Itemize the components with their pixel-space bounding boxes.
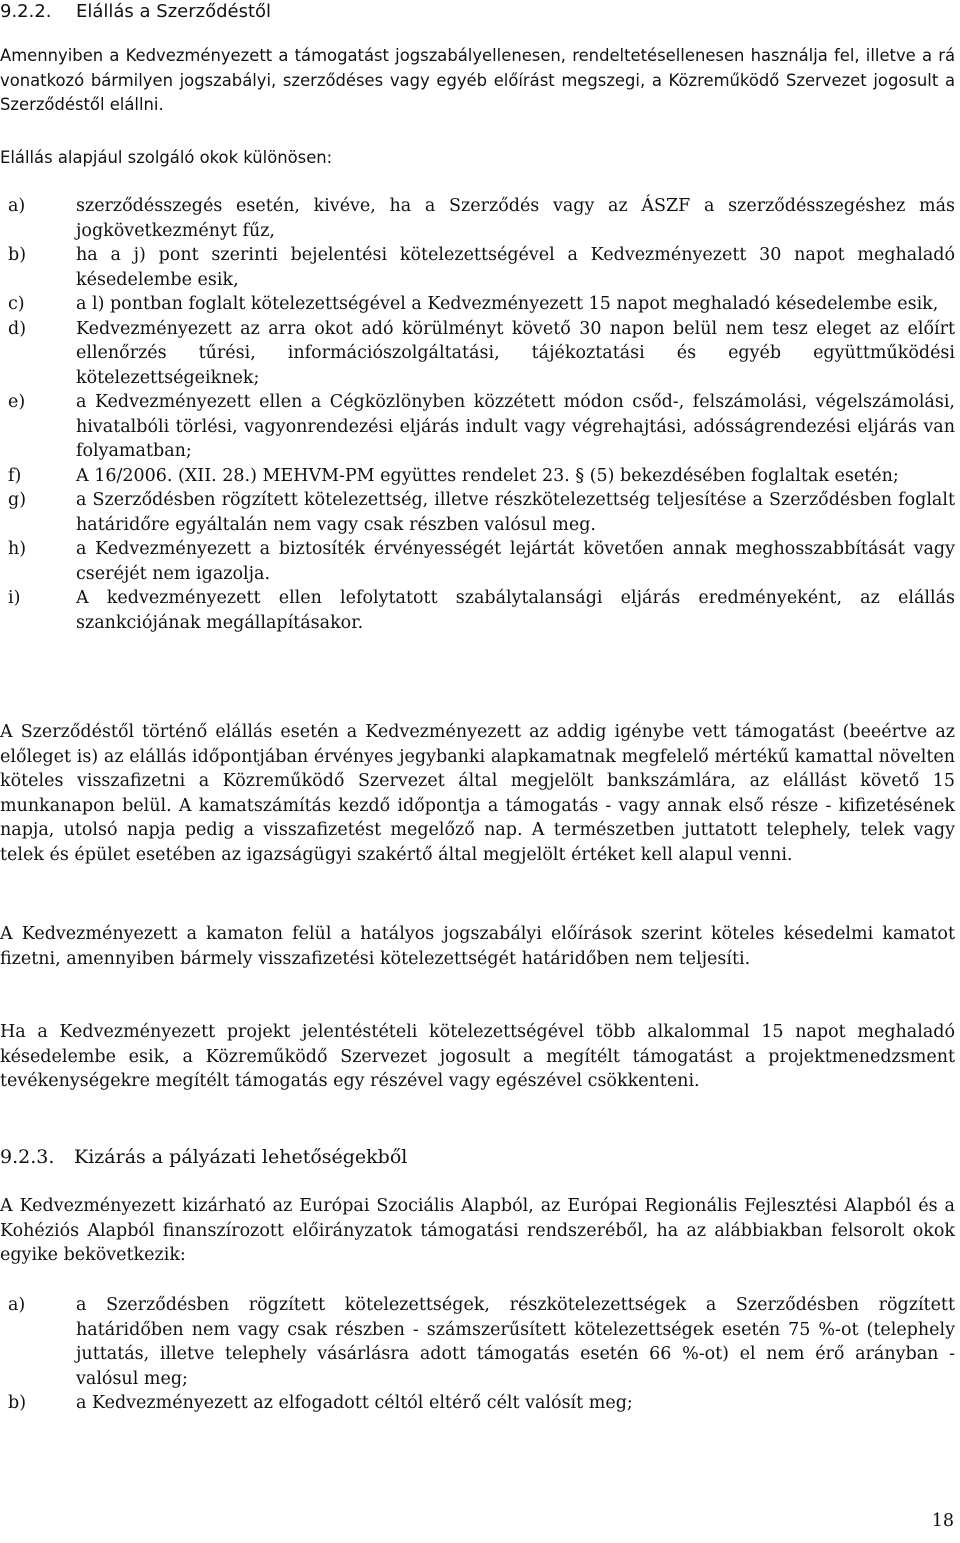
- intro-paragraph: Amennyiben a Kedvezményezett a támogatást jogszabályellenesen, rendeltetésellenesen használja fel, illetve a rá vonatkozó bármilyen jogszabályi, szerződéses vagy egyéb előírást megszegi, a Közreműködő Szervezet jogosult a Szerződéstől elállni.: [0, 46, 955, 114]
- list-item-label: g): [8, 490, 27, 510]
- list-item: [0, 292, 955, 317]
- repayment-paragraph: A Szerződéstől történő elállás esetén a Kedvezményezett az addig igénybe vett támogatást (beeértve az előleget is) az elállás időpontjában érvényes jegybanki alapkamatnak megfelelő mértékű kamattal növelten köteles visszafizetni a Közreműködő Szervezet által megjelölt bankszámlára, az elállást követő 15 munkanapon belül. A kamatszámítás kezdő időpontja a támogatás - vagy annak első része - kifizetésének napja, utolsó napja pedig a visszafizetést megelőző nap. A természetben juttatott telephely, telek vagy telek és épület esetében az igazságügyi szakértő által megjelölt értéket kell alapul venni.: [0, 722, 955, 865]
- reduction-paragraph: Ha a Kedvezményezett projekt jelentéstételi kötelezettségével több alkalommal 15 napot meghaladó késedelembe esik, a Közreműködő Szervezet jogosult a megítélt támogatást a projektmenedzsment tevékenységekre megítélt támogatás egy részével vagy egészével csökkenteni.: [0, 1022, 955, 1091]
- list-item-text: A kedvezményezett ellen lefolytatott szabálytalansági eljárás eredményeként, az elállás szankciójának megállapításakor.: [76, 588, 955, 633]
- list-item-text: ha a j) pont szerinti bejelentési kötelezettségével a Kedvezményezett 30 napot meghaladó késedelembe esik,: [76, 245, 955, 290]
- list-item-label: f): [8, 465, 22, 486]
- section-number: 9.2.2.: [0, 1, 52, 22]
- section-heading-9-2-3: [0, 1145, 407, 1169]
- interest-paragraph: A Kedvezményezett a kamaton felül a hatályos jogszabályi előírások szerint köteles késedelmi kamatot fizetni, amennyiben bármely visszafizetési kötelezettségét határidőben nem teljesíti.: [0, 924, 955, 969]
- list-item-label: d): [8, 318, 27, 339]
- page-number: 18: [931, 1511, 954, 1531]
- list-item-label: c): [8, 294, 25, 314]
- list-item: [0, 390, 955, 464]
- list-item-label: b): [8, 1393, 27, 1413]
- grounds-list: [0, 194, 955, 635]
- list-item: [0, 194, 955, 243]
- list-item-text: a Szerződésben rögzített kötelezettségek, részkötelezettségek a Szerződésben rögzített határidőben nem vagy csak részben - számszerűsített kötelezettségek esetén 75 %-ot (telephely juttatás, illetve telephely vásárlásra adott támogatás esetén 66 %-ot) el nem érő arányban - valósul meg;: [76, 1295, 955, 1389]
- section-heading-9-2-2: [0, 0, 271, 24]
- section-title: Kizárás a pályázati lehetőségekből: [74, 1146, 408, 1168]
- list-item-text: a Szerződésben rögzített kötelezettség, illetve részkötelezettség teljesítése a Szerződésben foglalt határidőre egyáltalán nem vagy csak részben valósul meg.: [76, 490, 955, 535]
- list-item-text: A 16/2006. (XII. 28.) MEHVM-PM együttes rendelet 23. § (5) bekezdésében foglaltak esetén;: [76, 465, 899, 486]
- list-item-text: Kedvezményezett az arra okot adó körülményt követő 30 napon belül nem tesz eleget az előírt ellenőrzés tűrési, információszolgáltatási, tájékoztatási és egyéb együttműködési kötelezettségeiknek;: [76, 318, 955, 388]
- list-item-label: h): [8, 539, 27, 559]
- list-item-text: szerződésszegés esetén, kivéve, ha a Szerződés vagy az ÁSZF a szerződésszegéshez más jogkövetkezményt fűz,: [76, 196, 955, 241]
- exclusion-grounds-list: [0, 1293, 955, 1416]
- grounds-intro: Elállás alapjául szolgáló okok különösen:: [0, 148, 333, 167]
- list-item-text: a Kedvezményezett az elfogadott céltól eltérő célt valósít meg;: [76, 1393, 633, 1413]
- list-item: [0, 317, 955, 391]
- list-item: [0, 464, 955, 489]
- list-item: [0, 1293, 955, 1391]
- exclusion-paragraph: A Kedvezményezett kizárható az Európai Szociális Alapból, az Európai Regionális Fejlesztési Alapból és a Kohéziós Alapból finanszírozott előirányzatok támogatási rendszeréből, ha az alábbiakban felsorolt okok egyike bekövetkezik:: [0, 1196, 955, 1265]
- list-item-label: a): [8, 196, 26, 216]
- list-item-label: a): [8, 1295, 26, 1315]
- section-number: 9.2.3.: [0, 1146, 55, 1168]
- section-title: Elállás a Szerződéstől: [76, 1, 272, 22]
- list-item: [0, 1391, 955, 1416]
- list-item-label: b): [8, 245, 27, 265]
- list-item-text: a Kedvezményezett ellen a Cégközlönyben közzétett módon csőd-, felszámolási, végelszámolási, hivatalbóli törlési, vagyonrendezési eljárás indult vagy végrehajtási, adósságrendezési eljárás van folyamatban;: [76, 392, 955, 461]
- list-item-text: a Kedvezményezett a biztosíték érvényességét lejártát követően annak meghosszabbítását vagy cseréjét nem igazolja.: [76, 539, 955, 584]
- list-item-label: e): [8, 392, 26, 412]
- list-item-label: i): [8, 588, 21, 608]
- list-item: [0, 537, 955, 586]
- list-item: [0, 488, 955, 537]
- list-item-text: a l) pontban foglalt kötelezettségével a Kedvezményezett 15 napot meghaladó késedelembe esik,: [76, 294, 939, 314]
- list-item: [0, 586, 955, 635]
- list-item: [0, 243, 955, 292]
